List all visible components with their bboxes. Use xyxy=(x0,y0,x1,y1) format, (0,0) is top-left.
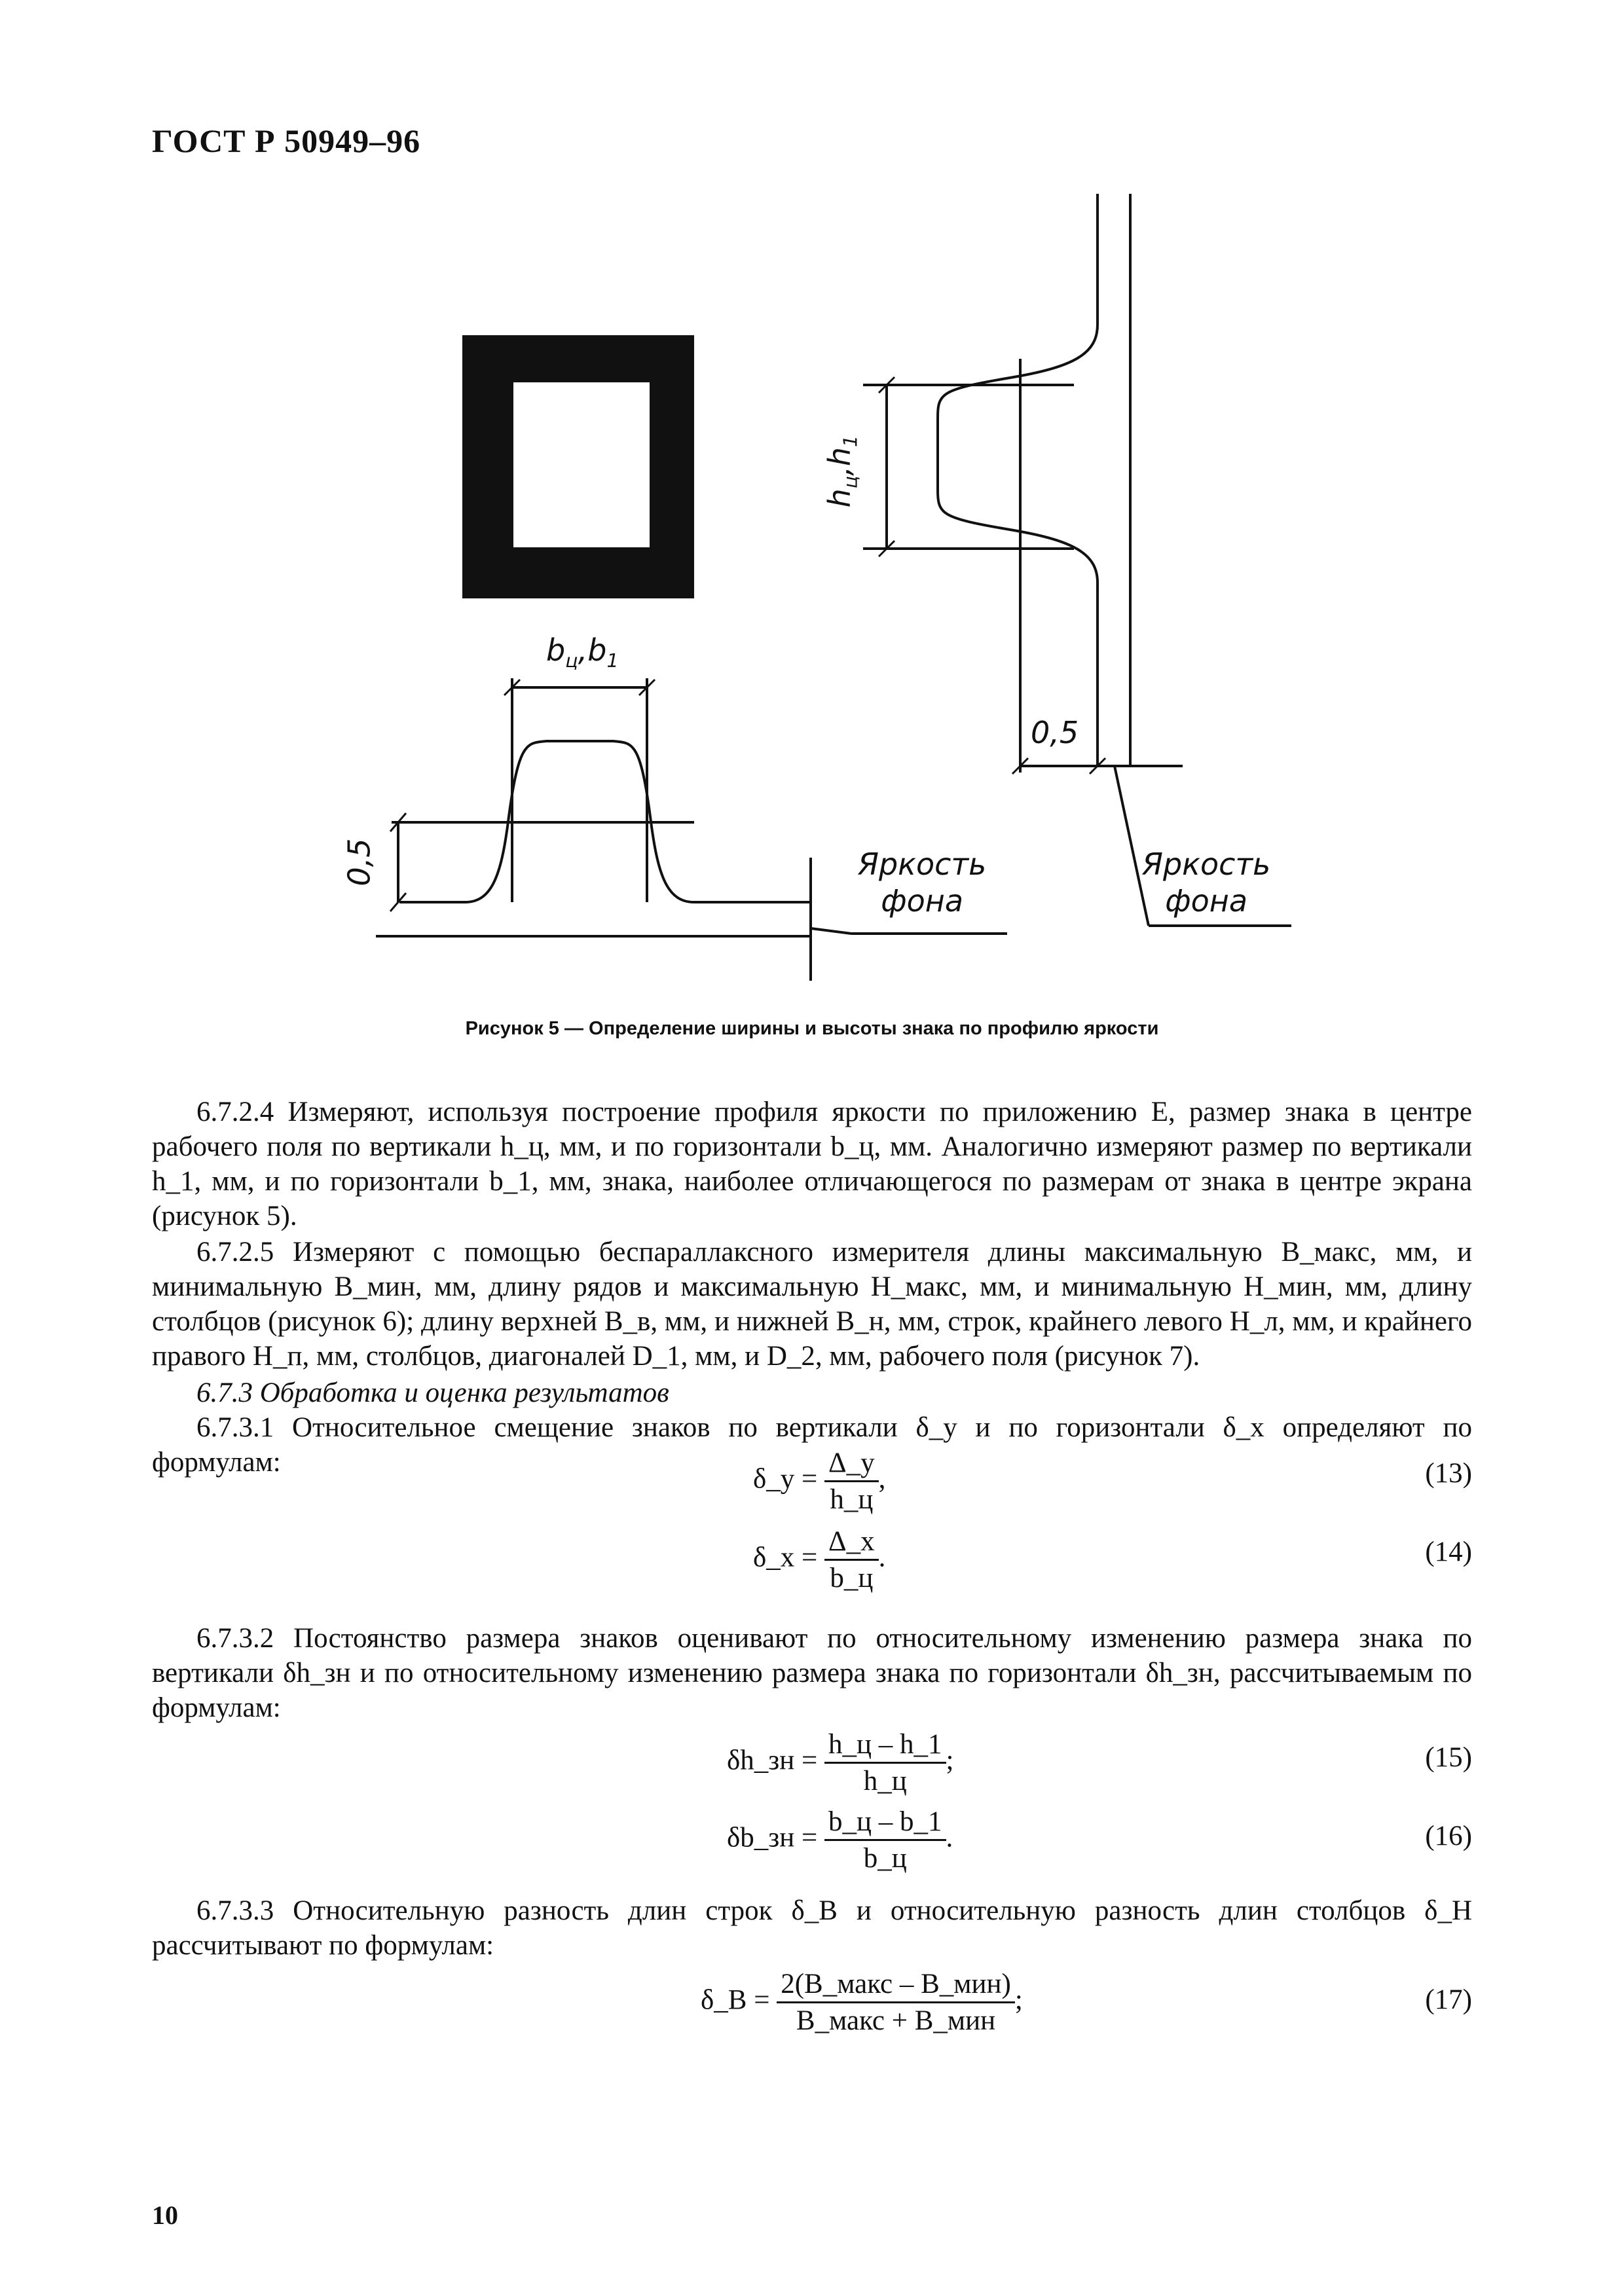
bg-brightness-label-right: Яркость фона xyxy=(1142,847,1271,919)
width-label: $b_ц,b_1$ xyxy=(546,632,619,672)
document-header: ГОСТ Р 50949–96 xyxy=(152,122,421,159)
vertical-profile xyxy=(863,194,1291,926)
section-6-7-2-4: 6.7.2.4 Измеряют, используя построение профиля яркости по приложению Е, размер знака в центре рабочего поля по вертикали h_ц, мм, и по горизонтали b_ц, мм. Аналогично измеряют размер по вертикали h_1, мм, и по горизонтали b_1, мм, знака, наиболее отличающегося по размерам от знака в центре экрана (рисунок 5). xyxy=(152,1097,1472,1231)
equation-16-number: (16) xyxy=(1425,1821,1472,1851)
section-6-7-3-1: 6.7.3.1 Относительное смещение знаков по вертикали δ_y и по горизонтали δ_x определяют по формулам: xyxy=(152,1412,1472,1478)
horizontal-profile xyxy=(376,678,1007,981)
equation-14-number: (14) xyxy=(1425,1537,1472,1567)
equation-16: δb_зн = $\frac{b\_ц - b\_1}{b\_ц}$ . xyxy=(727,1806,953,1874)
section-6-7-3-2: 6.7.3.2 Постоянство размера знаков оценивают по относительному изменению размера знака по вертикали δh_зн и по относительному изменению размера знака по горизонтали δh_зн, рассчитываемым по формулам: xyxy=(152,1623,1472,1723)
equation-17: δ_B = $\frac{\text{2(B\_макс – B\_мин)}}{\text{B\_макс + B\_мин}}$ ; xyxy=(701,1969,1023,2036)
character-square xyxy=(462,335,694,598)
equation-17-number: (17) xyxy=(1425,1984,1472,2015)
equation-13-number: (13) xyxy=(1425,1458,1472,1489)
equation-15: δh_зн = $\frac{h\_ц - h\_1}{h\_ц}$ ; xyxy=(727,1729,954,1796)
figure-5 xyxy=(0,0,1624,1008)
brightness-profile-figure xyxy=(0,0,1624,1008)
half-level-label-right: 0,5 xyxy=(1031,715,1079,750)
bg-brightness-label-left: Яркость фона xyxy=(858,847,987,919)
equation-15-number: (15) xyxy=(1425,1742,1472,1773)
section-6-7-3-3: 6.7.3.3 Относительную разность длин строк δ_B и относительную разность длин столбцов δ_H рассчитывают по формулам: xyxy=(152,1895,1472,1961)
page-number: 10 xyxy=(152,2200,178,2230)
figure-caption: Рисунок 5 — Определение ширины и высоты знака по профилю яркости xyxy=(465,1018,1159,1039)
height-label: $h_ц,h_1$ xyxy=(822,435,862,508)
section-6-7-2-5: 6.7.2.5 Измеряют с помощью беспараллаксного измерителя длины максимальную B_макс, мм, и минимальную B_мин, мм, длину рядов и максимальную H_макс, мм, и минимальную H_мин, мм, длину столбцов (рисунок 6); длину верхней B_в, мм, и нижней B_н, мм, строк, крайнего левого H_л, мм, и крайнего правого H_п, мм, столбцов, диагоналей D_1, мм, и D_2, мм, рабочего поля (рисунок 7). xyxy=(152,1237,1472,1372)
section-6-7-3-title: 6.7.3 Обработка и оценка результатов xyxy=(196,1377,669,1408)
equation-14: δ_x = $\frac{\Delta\_x}{b\_ц}$ . xyxy=(753,1526,886,1594)
half-level-label-left: 0,5 xyxy=(341,838,377,886)
equation-13: δ_y = $\frac{\Delta\_y}{h\_ц}$ , xyxy=(753,1448,886,1515)
